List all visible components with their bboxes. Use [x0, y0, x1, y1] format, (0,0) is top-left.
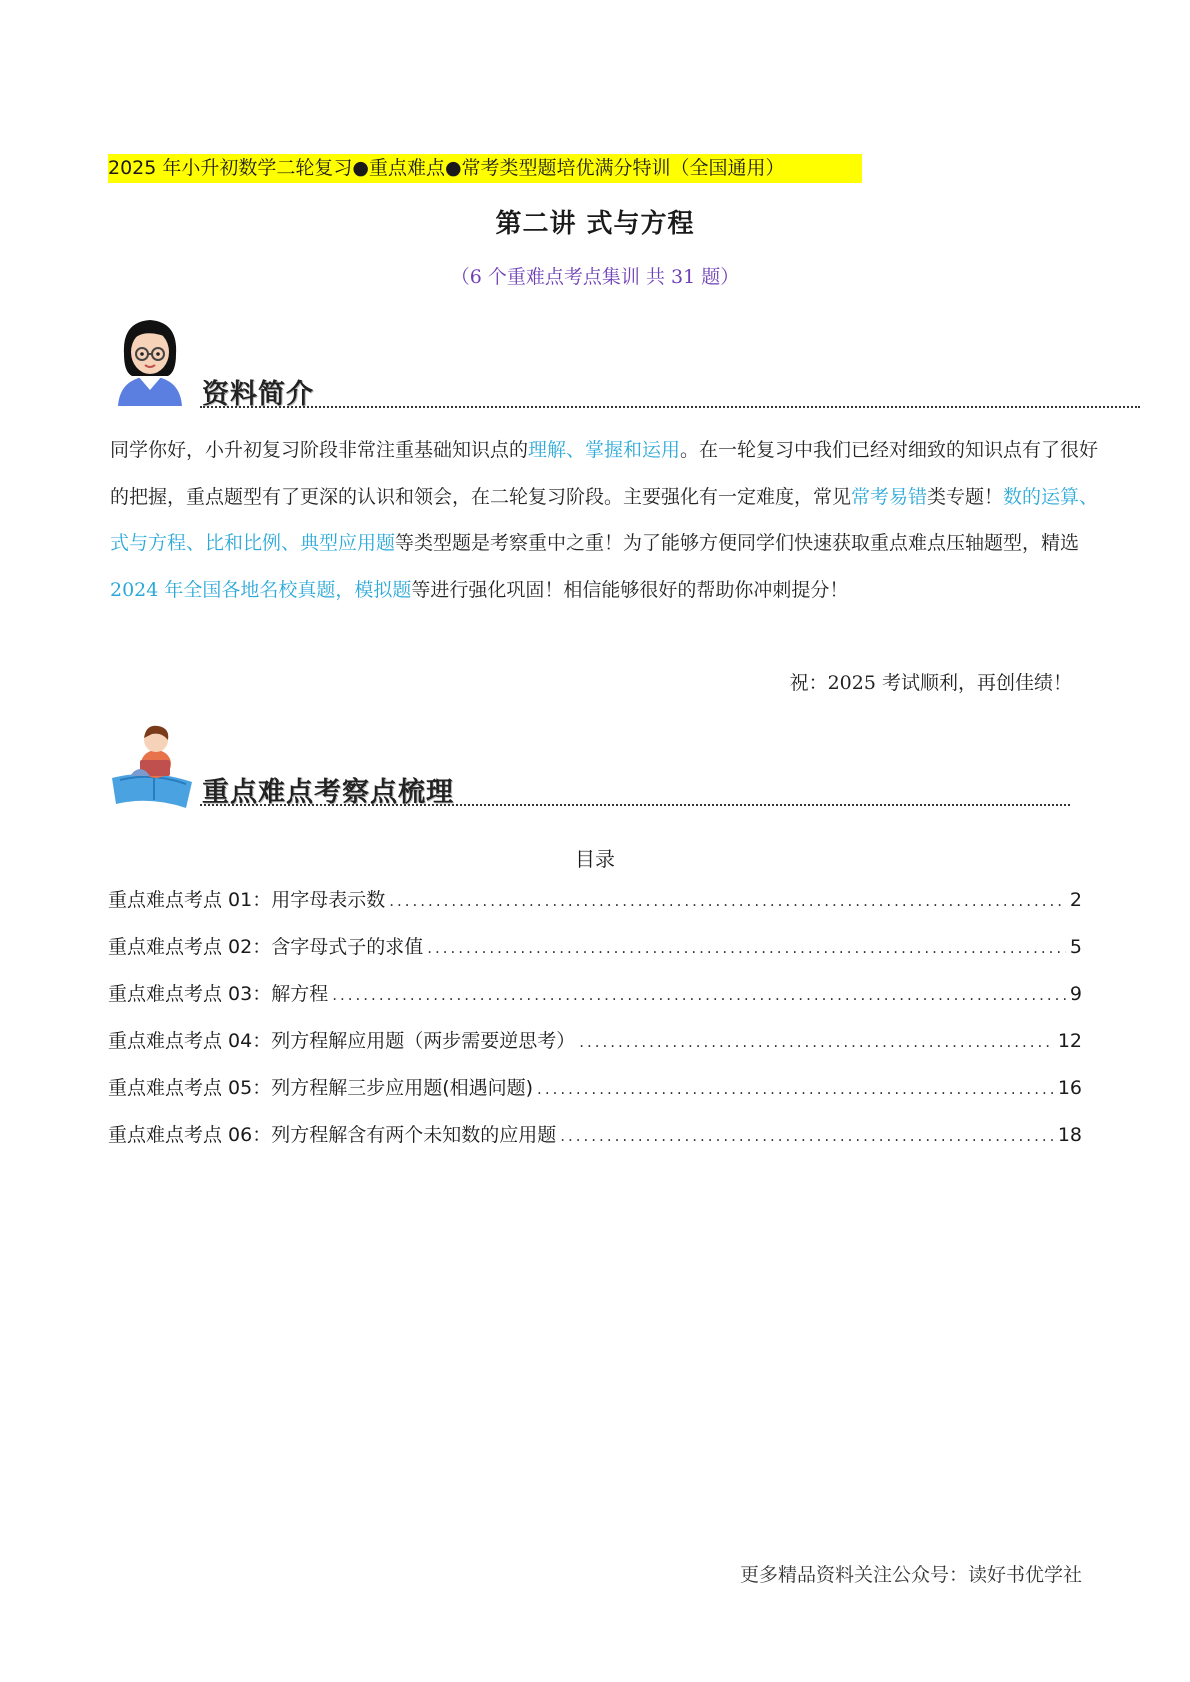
- intro-text-1: 同学你好，小升初复习阶段非常注重基础知识点的: [110, 439, 529, 461]
- toc-leader-dots: [579, 1033, 1054, 1051]
- intro-text-2: 。在一轮复习中我们已经对细致的知识点有了很好的把握，重点题型有了更深的认识和领会，在二轮复习阶段。主要强化有一定难度，常见: [110, 439, 1099, 508]
- toc-item-page: 9: [1069, 983, 1082, 1005]
- lecture-subtitle: （6 个重难点考点集训 共 31 题）: [450, 266, 740, 288]
- toc-section-heading: [110, 720, 1070, 820]
- intro-heading-rule: [200, 406, 1140, 408]
- toc-item-02[interactable]: [108, 932, 1082, 979]
- table-of-contents: [108, 885, 1082, 1167]
- intro-text-4: 等类型题是考察重中之重！为了能够方便同学们快速获取重点难点压轴题型，精选: [395, 532, 1080, 554]
- toc-item-page: 5: [1069, 936, 1082, 958]
- toc-heading-rule: [200, 804, 1070, 806]
- teacher-avatar-icon: [110, 316, 190, 406]
- intro-highlight-1: 理解、掌握和运用: [528, 439, 681, 461]
- intro-paragraph: [110, 427, 1100, 613]
- toc-item-05[interactable]: [108, 1073, 1082, 1120]
- toc-item-label: 重点难点考点 06：列方程解含有两个未知数的应用题: [108, 1124, 557, 1146]
- intro-text-5: 等进行强化巩固！相信能够很好的帮助你冲刺提分！: [411, 578, 849, 601]
- toc-leader-dots: [427, 939, 1066, 957]
- toc-item-page: 16: [1057, 1077, 1082, 1099]
- toc-item-label: 重点难点考点 03：解方程: [108, 983, 329, 1005]
- toc-item-04[interactable]: [108, 1026, 1082, 1073]
- toc-item-label: 重点难点考点 05：列方程解三步应用题(相遇问题): [108, 1077, 534, 1099]
- toc-item-page: 12: [1057, 1030, 1082, 1052]
- toc-title: 目录: [575, 847, 615, 871]
- intro-highlight-2: 常考易错: [851, 485, 928, 508]
- toc-item-page: 18: [1057, 1124, 1082, 1146]
- intro-heading: 资料简介: [202, 379, 314, 410]
- series-banner: 2025 年小升初数学二轮复习●重点难点●常考类型题培优满分特训（全国通用）: [108, 154, 862, 183]
- reading-student-icon: [110, 720, 202, 810]
- intro-text-3: 类专题！: [927, 485, 1004, 508]
- footer-note: 更多精品资料关注公众号：读好书优学社: [739, 1564, 1082, 1586]
- toc-heading: 重点难点考察点梳理: [202, 777, 454, 808]
- toc-item-page: 2: [1069, 889, 1082, 911]
- closing-wish: 祝：2025 考试顺利，再创佳绩！: [789, 672, 1072, 694]
- toc-item-01[interactable]: [108, 885, 1082, 932]
- toc-leader-dots: [389, 892, 1066, 910]
- toc-item-label: 重点难点考点 04：列方程解应用题（两步需要逆思考）: [108, 1030, 576, 1052]
- toc-item-03[interactable]: [108, 979, 1082, 1026]
- toc-item-06[interactable]: [108, 1120, 1082, 1167]
- lecture-title: 第二讲 式与方程: [495, 209, 695, 239]
- toc-item-label: 重点难点考点 01：用字母表示数: [108, 889, 386, 911]
- toc-leader-dots: [560, 1127, 1054, 1145]
- intro-section-heading: [110, 316, 1110, 416]
- toc-leader-dots: [332, 986, 1066, 1004]
- intro-highlight-3: 数的运算、式与方程、比和比例、典型应用题: [110, 485, 1099, 554]
- toc-leader-dots: [537, 1080, 1054, 1098]
- toc-item-label: 重点难点考点 02：含字母式子的求值: [108, 936, 424, 958]
- intro-highlight-4: 2024 年全国各地名校真题，模拟题: [110, 578, 412, 601]
